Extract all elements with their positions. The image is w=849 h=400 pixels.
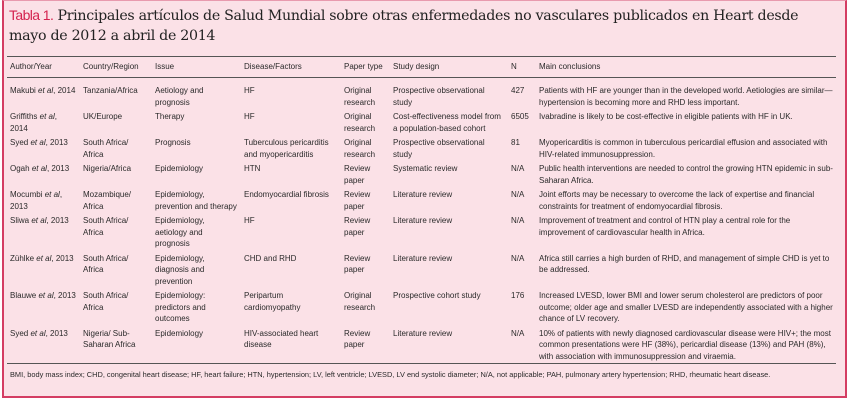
- cell-conclusion: Patients with HF are younger than in the developed world. Aetiologies are similar—hypertension is becoming more and RHD less important.: [539, 86, 833, 107]
- cell-conclusion: Africa still carries a high burden of RHD, and management of simple CHD is yet to be addressed.: [539, 253, 830, 274]
- cell-author: [7, 135, 80, 161]
- et-al: et al: [44, 190, 60, 199]
- cell-country: UK/Europe: [83, 112, 123, 121]
- cell-paper-type: Review paper: [344, 253, 371, 274]
- cell-study-design: Cost-effectiveness model from a population-based cohort: [393, 112, 501, 133]
- table-row: [7, 78, 836, 110]
- et-al: et al: [31, 164, 47, 173]
- col-header: Author/Year: [10, 62, 52, 71]
- author-name: Syed: [10, 138, 29, 147]
- cell-study-design: Literature review: [393, 328, 453, 338]
- author-year: , 2013: [46, 164, 70, 173]
- et-al: et al: [31, 216, 47, 225]
- cell-disease: Endomyocardial fibrosis: [244, 190, 329, 199]
- cell-study-design: Literature review: [393, 190, 453, 199]
- col-header: Study design: [393, 62, 440, 71]
- cell-n: N/A: [511, 216, 525, 225]
- cell-issue: Epidemiology, diagnosis and prevention: [155, 253, 205, 286]
- cell-n: 176: [511, 291, 525, 300]
- cell-issue: Epidemiology, prevention and therapy: [155, 190, 237, 211]
- author-name: Makubi: [10, 86, 36, 95]
- et-al: et al: [39, 112, 55, 121]
- author-year: , 2013: [45, 138, 68, 147]
- cell-country: Nigeria/Africa: [83, 164, 132, 173]
- cell-study-design: Prospective observational study: [393, 138, 485, 159]
- col-header: Main conclusions: [539, 62, 601, 71]
- author-name: Zühlke: [10, 253, 35, 263]
- cell-study-design: Prospective observational study: [393, 86, 485, 107]
- cell-conclusion: Ivabradine is likely to be cost-effective in eligible patients with HF in UK.: [539, 112, 793, 121]
- cell-issue: Therapy: [155, 112, 185, 121]
- cell-disease: CHD and RHD: [244, 253, 297, 263]
- cell-disease: Peripartum cardiomyopathy: [244, 291, 301, 312]
- author-year: , 2013: [51, 253, 74, 263]
- cell-paper-type: Review paper: [344, 216, 371, 237]
- footnote: BMI, body mass index; CHD, congenital heart disease; HF, heart failure; HTN, hypertension; LV, left ventricle; LVESD, LV end systolic diameter; N/A, not applicable; PAH, pulmonary artery hypertension; RHD, rheumatic heart disease.: [10, 370, 771, 379]
- header-row: [7, 57, 836, 78]
- table-title: [9, 5, 839, 46]
- col-header: N: [511, 62, 517, 71]
- et-al: et al: [38, 291, 54, 300]
- et-al: et al: [30, 328, 46, 338]
- cell-paper-type: Original research: [344, 86, 376, 107]
- col-header: Issue: [155, 62, 175, 71]
- table-row: [7, 288, 836, 326]
- cell-n: 427: [511, 86, 525, 95]
- cell-disease: HF: [244, 112, 255, 121]
- table-row: [7, 187, 836, 213]
- cell-country: South Africa/ Africa: [83, 138, 129, 159]
- author-year: , 2013: [45, 328, 68, 338]
- cell-n: N/A: [511, 253, 525, 263]
- cell-country: South Africa/ Africa: [83, 253, 129, 274]
- author-year: , 2014: [53, 86, 76, 95]
- cell-disease: HF: [244, 216, 255, 225]
- cell-paper-type: Original research: [344, 291, 376, 312]
- cell-issue: Epidemiology: [155, 328, 204, 338]
- cell-paper-type: Review paper: [344, 328, 371, 349]
- cell-n: N/A: [511, 164, 525, 173]
- et-al: et al: [30, 138, 46, 147]
- cell-author: [7, 161, 80, 187]
- table-row: [7, 251, 836, 289]
- cell-conclusion: 10% of patients with newly diagnosed cardiovascular disease were HIV+; the most common presentations were HF (38%), pericardial disease (13%) and PAH (8%), with association with immunosuppression and viraemia.: [539, 328, 831, 361]
- cell-author: [7, 187, 80, 213]
- cell-country: South Africa/ Africa: [83, 291, 129, 312]
- table-label: Tabla 1.: [9, 7, 54, 23]
- table-row: [7, 135, 836, 161]
- col-header: Paper type: [344, 62, 383, 71]
- cell-n: 6505: [511, 112, 529, 121]
- cell-disease: HF: [244, 86, 255, 95]
- cell-issue: Epidemiology, aetiology and prognosis: [155, 216, 205, 248]
- cell-author: [7, 288, 80, 326]
- cell-conclusion: Improvement of treatment and control of HTN play a central role for the improvement of cardiovascular health in Africa.: [539, 216, 791, 237]
- cell-author: [7, 251, 80, 289]
- cell-conclusion: Public health interventions are needed to control the growing HTN epidemic in sub-Saharan Africa.: [539, 164, 833, 185]
- cell-paper-type: Review paper: [344, 190, 371, 211]
- author-name: Sliwa: [10, 216, 30, 225]
- table-row: [7, 213, 836, 251]
- cell-country: Mozambique/ Africa: [83, 190, 132, 211]
- et-al: et al: [38, 86, 54, 95]
- cell-paper-type: Original research: [344, 138, 376, 159]
- author-name: Blauwe: [10, 291, 37, 300]
- author-year: , 2014: [10, 112, 58, 133]
- cell-study-design: Literature review: [393, 253, 453, 263]
- cell-country: Tanzania/Africa: [83, 86, 138, 95]
- cell-paper-type: Original research: [344, 112, 376, 133]
- author-year: , 2013: [46, 216, 69, 225]
- table-row: [7, 109, 836, 135]
- cell-author: [7, 213, 80, 251]
- col-header: Disease/Factors: [244, 62, 302, 71]
- table-row: [7, 326, 836, 364]
- cell-country: South Africa/ Africa: [83, 216, 129, 237]
- cell-conclusion: Myopericarditis is common in tuberculous pericardial effusion and associated with HIV-related immunosuppression.: [539, 138, 828, 159]
- cell-country: Nigeria/ Sub-Saharan Africa: [83, 328, 136, 349]
- cell-author: [7, 78, 80, 110]
- cell-conclusion: Joint efforts may be necessary to overcome the lack of expertise and financial constraints for treatment of endomyocardial fibrosis.: [539, 190, 815, 211]
- author-name: Mocumbi: [10, 190, 43, 199]
- table-row: [7, 161, 836, 187]
- cell-n: N/A: [511, 328, 525, 338]
- author-name: Syed: [10, 328, 29, 338]
- cell-disease: HTN: [244, 164, 261, 173]
- cell-paper-type: Review paper: [344, 164, 371, 185]
- col-header: Country/Region: [83, 62, 139, 71]
- cell-conclusion: Increased LVESD, lower BMI and lower serum cholesterol are predictors of poor outcome; older age and smaller LVESD are independently associated with a higher chance of LV recovery.: [539, 291, 833, 323]
- cell-n: 81: [511, 138, 520, 147]
- articles-table: [7, 56, 836, 386]
- footnote-row: [7, 364, 836, 386]
- et-al: et al: [36, 253, 52, 263]
- cell-issue: Epidemiology: [155, 164, 204, 173]
- cell-n: N/A: [511, 190, 525, 199]
- cell-author: [7, 326, 80, 364]
- cell-author: [7, 109, 80, 135]
- cell-study-design: Literature review: [393, 216, 453, 225]
- cell-issue: Epidemiology: predictors and outcomes: [155, 291, 206, 323]
- cell-disease: HIV-associated heart disease: [244, 328, 319, 349]
- cell-study-design: Systematic review: [393, 164, 458, 173]
- cell-issue: Aetiology and prognosis: [155, 86, 204, 107]
- author-name: Griffiths: [10, 112, 38, 121]
- author-year: , 2013: [10, 190, 63, 211]
- cell-study-design: Prospective cohort study: [393, 291, 481, 300]
- table-caption: Principales artículos de Salud Mundial sobre otras enfermedades no vasculares publicados en Heart desde mayo de 2012 a abril de 2014: [9, 8, 799, 44]
- cell-issue: Prognosis: [155, 138, 191, 147]
- author-year: , 2013: [53, 291, 76, 300]
- cell-disease: Tuberculous pericarditis and myopericarditis: [244, 138, 329, 159]
- author-name: Ogah: [10, 164, 30, 173]
